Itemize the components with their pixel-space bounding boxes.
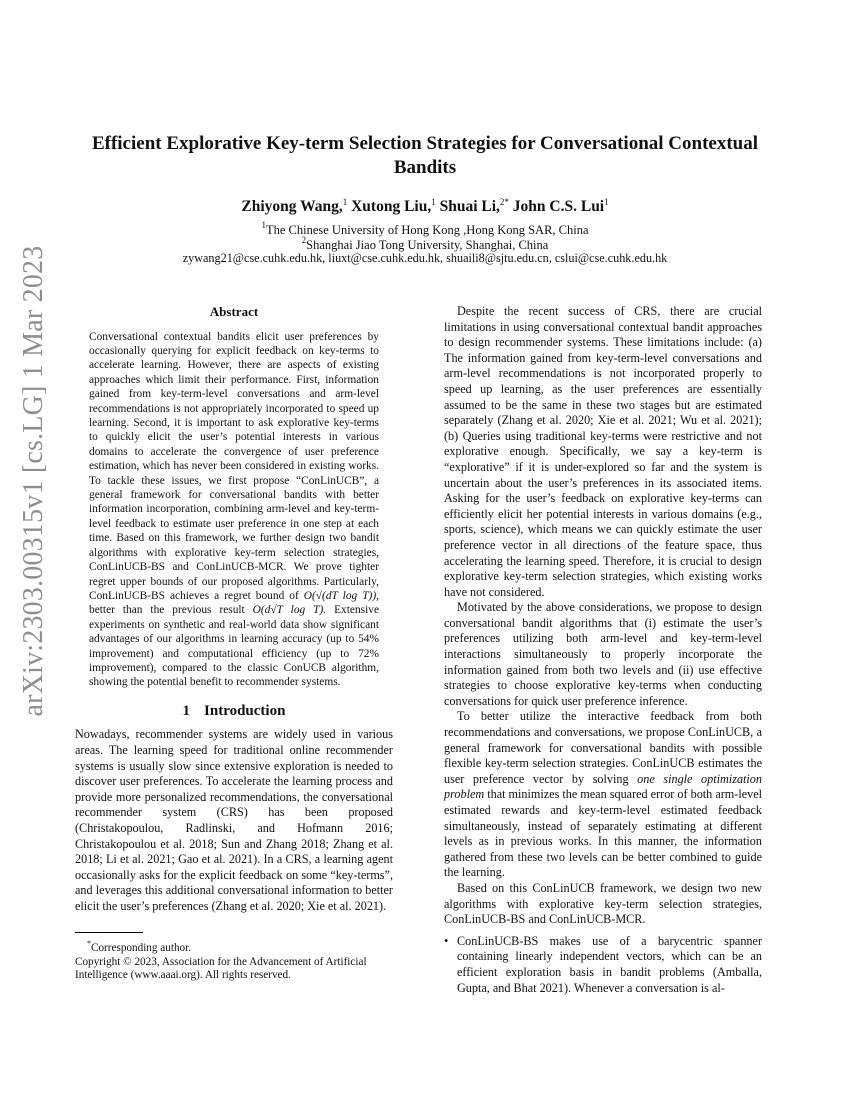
author-affil-mark: 1: [431, 197, 436, 207]
body-text: To better utilize the interactive feedback from both recommendations and conversations, we propose ConLinUCB, a general framework for conversational bandits with possible flexible key-term selection strategies. ConLinUCB estimates the user preference vector by solving: [444, 709, 762, 786]
author-affil-mark: 2*: [499, 197, 509, 207]
arxiv-id: arXiv:2303.00315v1 [cs.LG] 1 Mar 2023: [18, 245, 49, 717]
bullet-icon: •: [444, 933, 449, 948]
author-name: Zhiyong Wang,: [241, 198, 343, 215]
body-paragraph: Despite the recent success of CRS, there are crucial limitations in using conversational contextual bandit approaches to design recommender systems. These limitations include: (a) The information gained from key-term-level conversations and arm-level recommendations is not incorporated properly to speed up learning, as the user preferences are essentially assumed to be the same in these two stages but are estimated separately (Zhang et al. 2020; Xie et al. 2021; Wu et al. 2021); (b) Queries using traditional key-terms were restrictive and not explorative enough. Specifically, we say a key-term is “explorative” if it is under-explored so far and the system is uncertain about the user’s preferences in its associated items. Asking for the user’s feedback on explorative key-terms can efficiently elicit her potential interests in various domains (e.g., sports, science), which means we can quickly estimate the user preference vector in all directions of the feature space, thus accelerating the learning speed. Therefore, it is crucial to design explorative key-term selection strategies, which existing works have not considered.: [444, 304, 762, 599]
author-name: Xutong Liu,: [351, 198, 432, 215]
affil-text: Shanghai Jiao Tong University, Shanghai, China: [306, 238, 549, 252]
abstract-text-3: Extensive experiments on synthetic and real-world data show significant advantages of our algorithms in learning accuracy (up to 54% improvement) and computational efficiency (up to 72% improvement), compared to the classic ConUCB algorithm, showing the potential benefit to recommender systems.: [89, 604, 380, 689]
footnote-rule: [75, 932, 143, 933]
abstract-math-1: O(√(dT log T)),: [303, 589, 379, 602]
abstract-math-2: O(d√T log T).: [252, 604, 327, 617]
emphasis-text: one single optimization problem: [444, 771, 762, 802]
footnote: [75, 932, 393, 983]
bullet-item: [444, 934, 762, 996]
paper-title: Efficient Explorative Key-term Selection Strategies for Conversational Contextual Bandits: [91, 133, 759, 178]
body-paragraph: Motivated by the above considerations, we propose to design conversational bandit algorithms that (i) estimate the user’s preferences utilizing both arm-level and key-term-level interactions simultaneously to properly incorporate the information gained from both two levels and (ii) use effective strategies to choose explorative key-terms when conducting conversations for quick user preference inference.: [444, 600, 762, 708]
section-heading-introduction: [75, 704, 393, 720]
footnote-corresponding-text: Corresponding author.: [91, 942, 192, 954]
author-affil-mark: 1: [342, 197, 348, 207]
footnote-corresponding: [75, 937, 393, 956]
abstract-body: [75, 330, 393, 690]
author-list: [70, 197, 780, 216]
section-number: 1: [182, 702, 191, 719]
affil-mark: 1: [261, 220, 266, 230]
body-text: that minimizes the mean squared error of both arm-level estimated rewards and key-term-level estimated feedback simultaneously, instead of separately estimating at different levels as in previous works. In this manner, the information gathered from these two levels can be better combined to guide the learning.: [444, 787, 763, 880]
affil-mark: 2: [301, 235, 307, 245]
author-affil-mark: 1: [604, 197, 609, 207]
author-emails: zywang21@cse.cuhk.edu.hk, liuxt@cse.cuhk.edu.hk, shuaili8@sjtu.edu.cn, cslui@cse.cuhk.edu.hk: [182, 251, 668, 265]
author-name: Shuai Li,: [439, 198, 500, 215]
body-paragraph: Based on this ConLinUCB framework, we design two new algorithms with explorative key-term selection strategies, ConLinUCB-BS and ConLinUCB-MCR.: [444, 880, 762, 927]
intro-paragraph: Nowadays, recommender systems are widely used in various areas. The learning speed for traditional online recommender systems is usually slow since extensive exploration is needed to discover user preferences. To accelerate the learning process and provide more personalized recommendations, the conversational recommender system (CRS) has been proposed (Christakopoulou, Radlinski, and Hofmann 2016; Christakopoulou et al. 2018; Sun and Zhang 2018; Zhang et al. 2018; Li et al. 2021; Gao et al. 2021). In a CRS, a learning agent occasionally asks for the explicit feedback on some “key-terms”, and leverages this additional conversational information to better elicit the user’s preferences (Zhang et al. 2020; Xie et al. 2021).: [75, 727, 393, 913]
left-column: [75, 304, 393, 914]
section-title: Introduction: [204, 702, 286, 719]
abstract-text-1: Conversational contextual bandits elicit user preferences by occasionally querying for explicit feedback on key-terms to accelerate learning. However, there are aspects of existing approaches which limit their performance. First, information gained from key-term-level conversations and arm-level recommendations is not appropriately incorporated to speed up learning. Second, it is important to ask explorative key-terms to quickly elicit the user’s potential interests in various domains to accelerate the convergence of user preference estimation, which has never been considered in existing works. To tackle these issues, we first propose “ConLinUCB”, a general framework for conversational bandits with better information incorporation, combining arm-level and key-term-level feedback to estimate user preference in one step at each time. Based on this framework, we further design two bandit algorithms with explorative key-term selection strategies, ConLinUCB-BS and ConLinUCB-MCR. We prove tighter regret upper bounds of our proposed algorithms. Particularly, ConLinUCB-BS achieves a regret bound of: [89, 330, 379, 602]
abstract-text-2: better than the previous result: [89, 604, 253, 617]
author-name: John C.S. Lui: [512, 198, 605, 215]
body-paragraph: [444, 709, 762, 881]
affil-text: The Chinese University of Hong Kong ,Hong Kong SAR, China: [265, 223, 589, 237]
right-column: [444, 304, 762, 996]
bullet-text: ConLinUCB-BS makes use of a barycentric spanner containing linearly independent vectors, which can be an efficient exploration basis in bandit problems (Amballa, Gupta, and Bhat 2021). Whenever a conversation is al-: [457, 933, 762, 995]
abstract-heading: Abstract: [209, 304, 259, 319]
footnote-mark: *: [87, 939, 91, 948]
copyright-notice: Copyright © 2023, Association for the Advancement of Artificial Intelligence (www.aaai.org). All rights reserved.: [75, 955, 367, 982]
arxiv-side-stamp: [14, 245, 54, 717]
